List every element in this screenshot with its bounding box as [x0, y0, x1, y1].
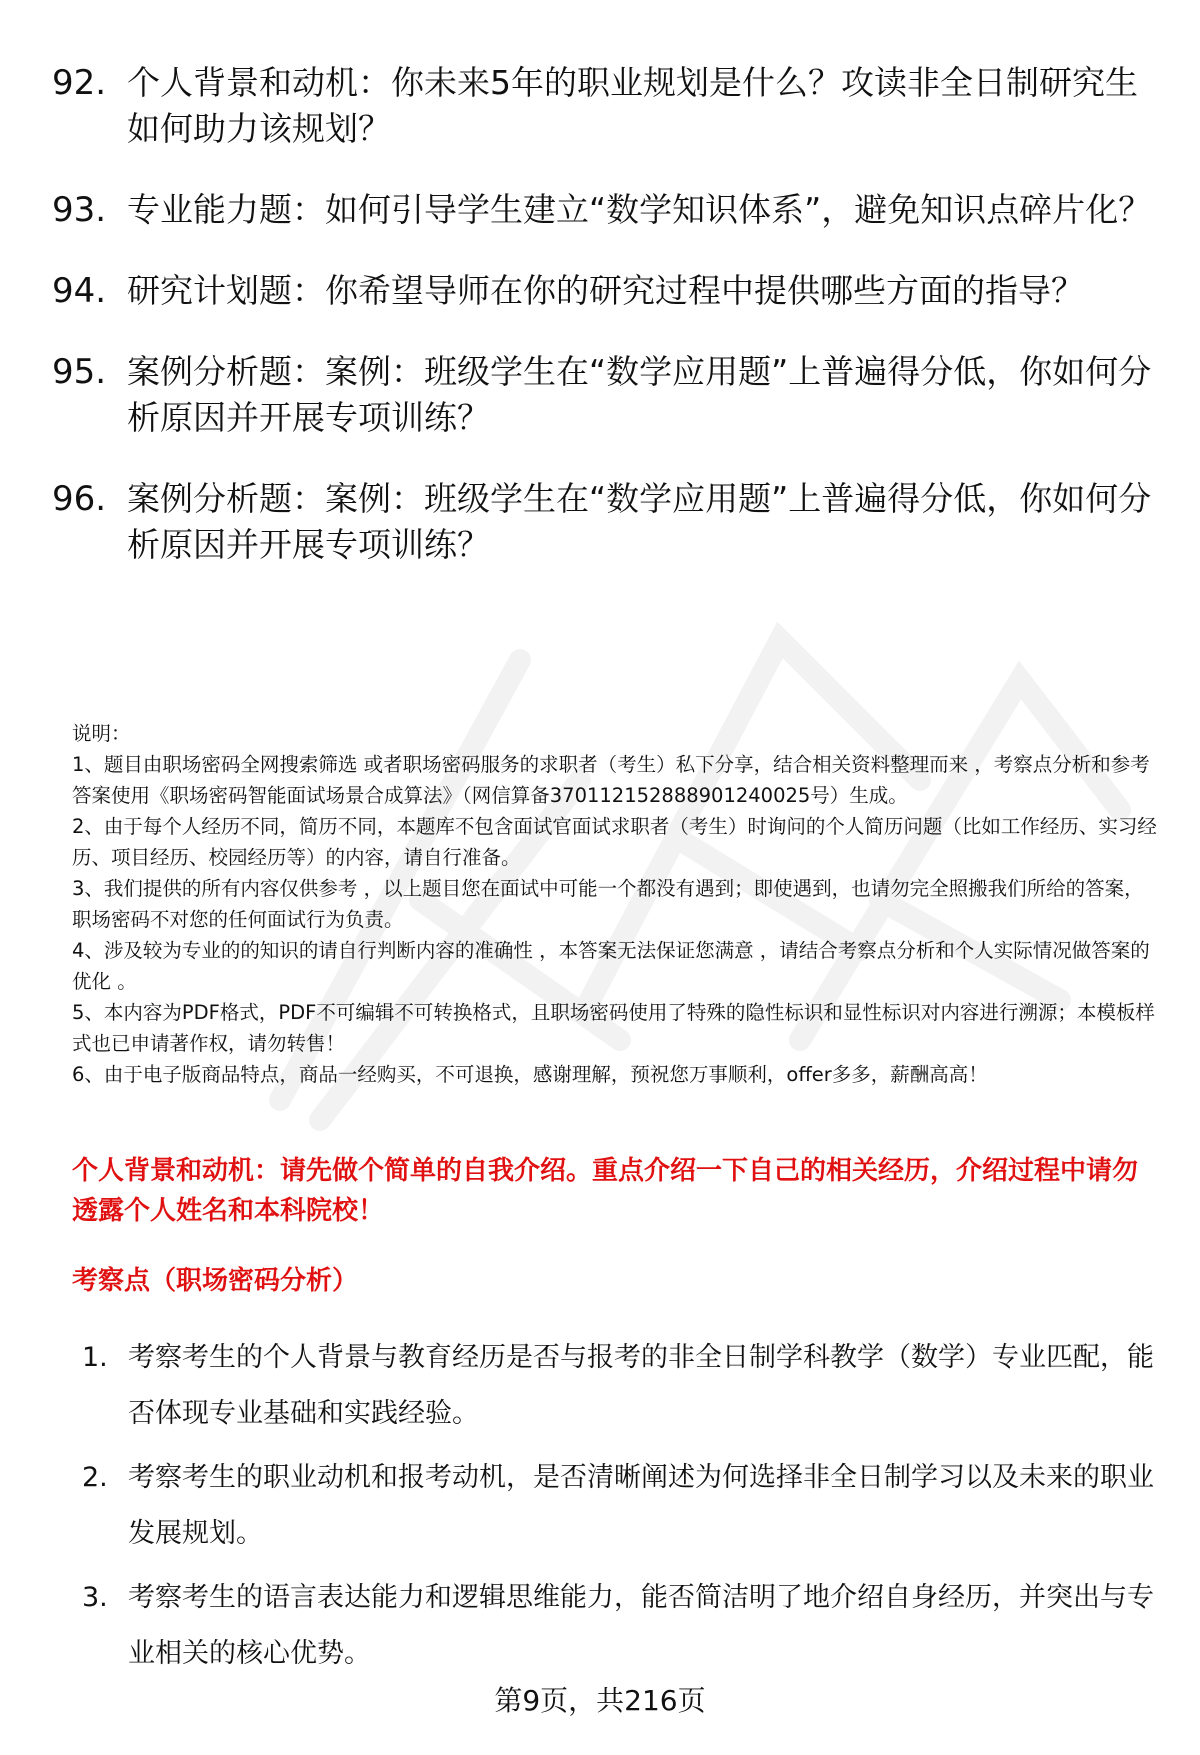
question-text: 专业能力题：如何引导学生建立“数学知识体系”，避免知识点碎片化？	[127, 190, 1152, 229]
point-text: 考察考生的语言表达能力和逻辑思维能力，能否简洁明了地介绍自身经历，并突出与专业相关的核心优势。	[128, 1582, 1154, 1669]
question-text: 案例分析题：案例：班级学生在“数学应用题”上普遍得分低，你如何分析原因并开展专项训练？	[127, 352, 1152, 437]
question-number: 96.	[52, 479, 107, 519]
analysis-point	[82, 1570, 1162, 1682]
notes-title: 说明：	[72, 722, 131, 745]
disclaimer-notes	[72, 718, 1162, 1090]
question-item	[52, 476, 1162, 568]
question-list	[52, 60, 1162, 603]
note-item: 4、涉及较为专业的的知识的请自行判断内容的准确性 ，本答案无法保证您满意 ，请结合考察点分析和个人实际情况做答案的优化 。	[72, 939, 1150, 993]
note-item: 1、题目由职场密码全网搜索筛选 或者职场密码服务的求职者（考生）私下分享，结合相关资料整理而来 ，考察点分析和参考答案使用《职场密码智能面试场景合成算法》（网信算备370112152888901240025号）生成。	[72, 753, 1150, 807]
analysis-point	[82, 1330, 1162, 1442]
point-number: 2.	[82, 1462, 108, 1493]
question-number: 94.	[52, 271, 107, 311]
page-footer: 第9页，共216页	[494, 1684, 706, 1717]
point-text: 考察考生的职业动机和报考动机，是否清晰阐述为何选择非全日制学习以及未来的职业发展规划。	[128, 1462, 1154, 1549]
note-item: 3、我们提供的所有内容仅供参考 ，以上题目您在面试中可能一个都没有遇到；即使遇到，也请勿完全照搬我们所给的答案，职场密码不对您的任何面试行为负责。	[72, 877, 1144, 931]
note-item: 6、由于电子版商品特点，商品一经购买，不可退换，感谢理解，预祝您万事顺利，offer多多，薪酬高高！	[72, 1063, 988, 1086]
analysis-point	[82, 1450, 1162, 1562]
question-text: 个人背景和动机：你未来5年的职业规划是什么？攻读非全日制研究生如何助力该规划？	[127, 63, 1138, 148]
note-item: 2、由于每个人经历不同，简历不同，本题库不包含面试官面试求职者（考生）时询问的个人简历问题（比如工作经历、实习经历、项目经历、校园经历等）的内容，请自行准备。	[72, 815, 1157, 869]
question-item	[52, 268, 1162, 314]
question-text: 研究计划题：你希望导师在你的研究过程中提供哪些方面的指导？	[127, 271, 1084, 310]
question-number: 93.	[52, 190, 107, 230]
featured-question: 个人背景和动机：请先做个简单的自我介绍。重点介绍一下自己的相关经历，介绍过程中请勿透露个人姓名和本科院校！	[72, 1156, 1139, 1226]
question-item	[52, 187, 1162, 233]
point-number: 1.	[82, 1342, 108, 1373]
point-text: 考察考生的个人背景与教育经历是否与报考的非全日制学科教学（数学）专业匹配，能否体现专业基础和实践经验。	[128, 1342, 1154, 1429]
question-text: 案例分析题：案例：班级学生在“数学应用题”上普遍得分低，你如何分析原因并开展专项训练？	[127, 479, 1152, 564]
question-number: 92.	[52, 63, 107, 103]
question-item	[52, 60, 1162, 152]
analysis-points	[82, 1330, 1162, 1690]
point-number: 3.	[82, 1582, 108, 1613]
note-item: 5、本内容为PDF格式，PDF不可编辑不可转换格式，且职场密码使用了特殊的隐性标识和显性标识对内容进行溯源；本模板样式也已申请著作权，请勿转售！	[72, 1001, 1155, 1055]
question-item	[52, 349, 1162, 441]
analysis-heading: 考察点（职场密码分析）	[72, 1266, 359, 1296]
question-number: 95.	[52, 352, 107, 392]
